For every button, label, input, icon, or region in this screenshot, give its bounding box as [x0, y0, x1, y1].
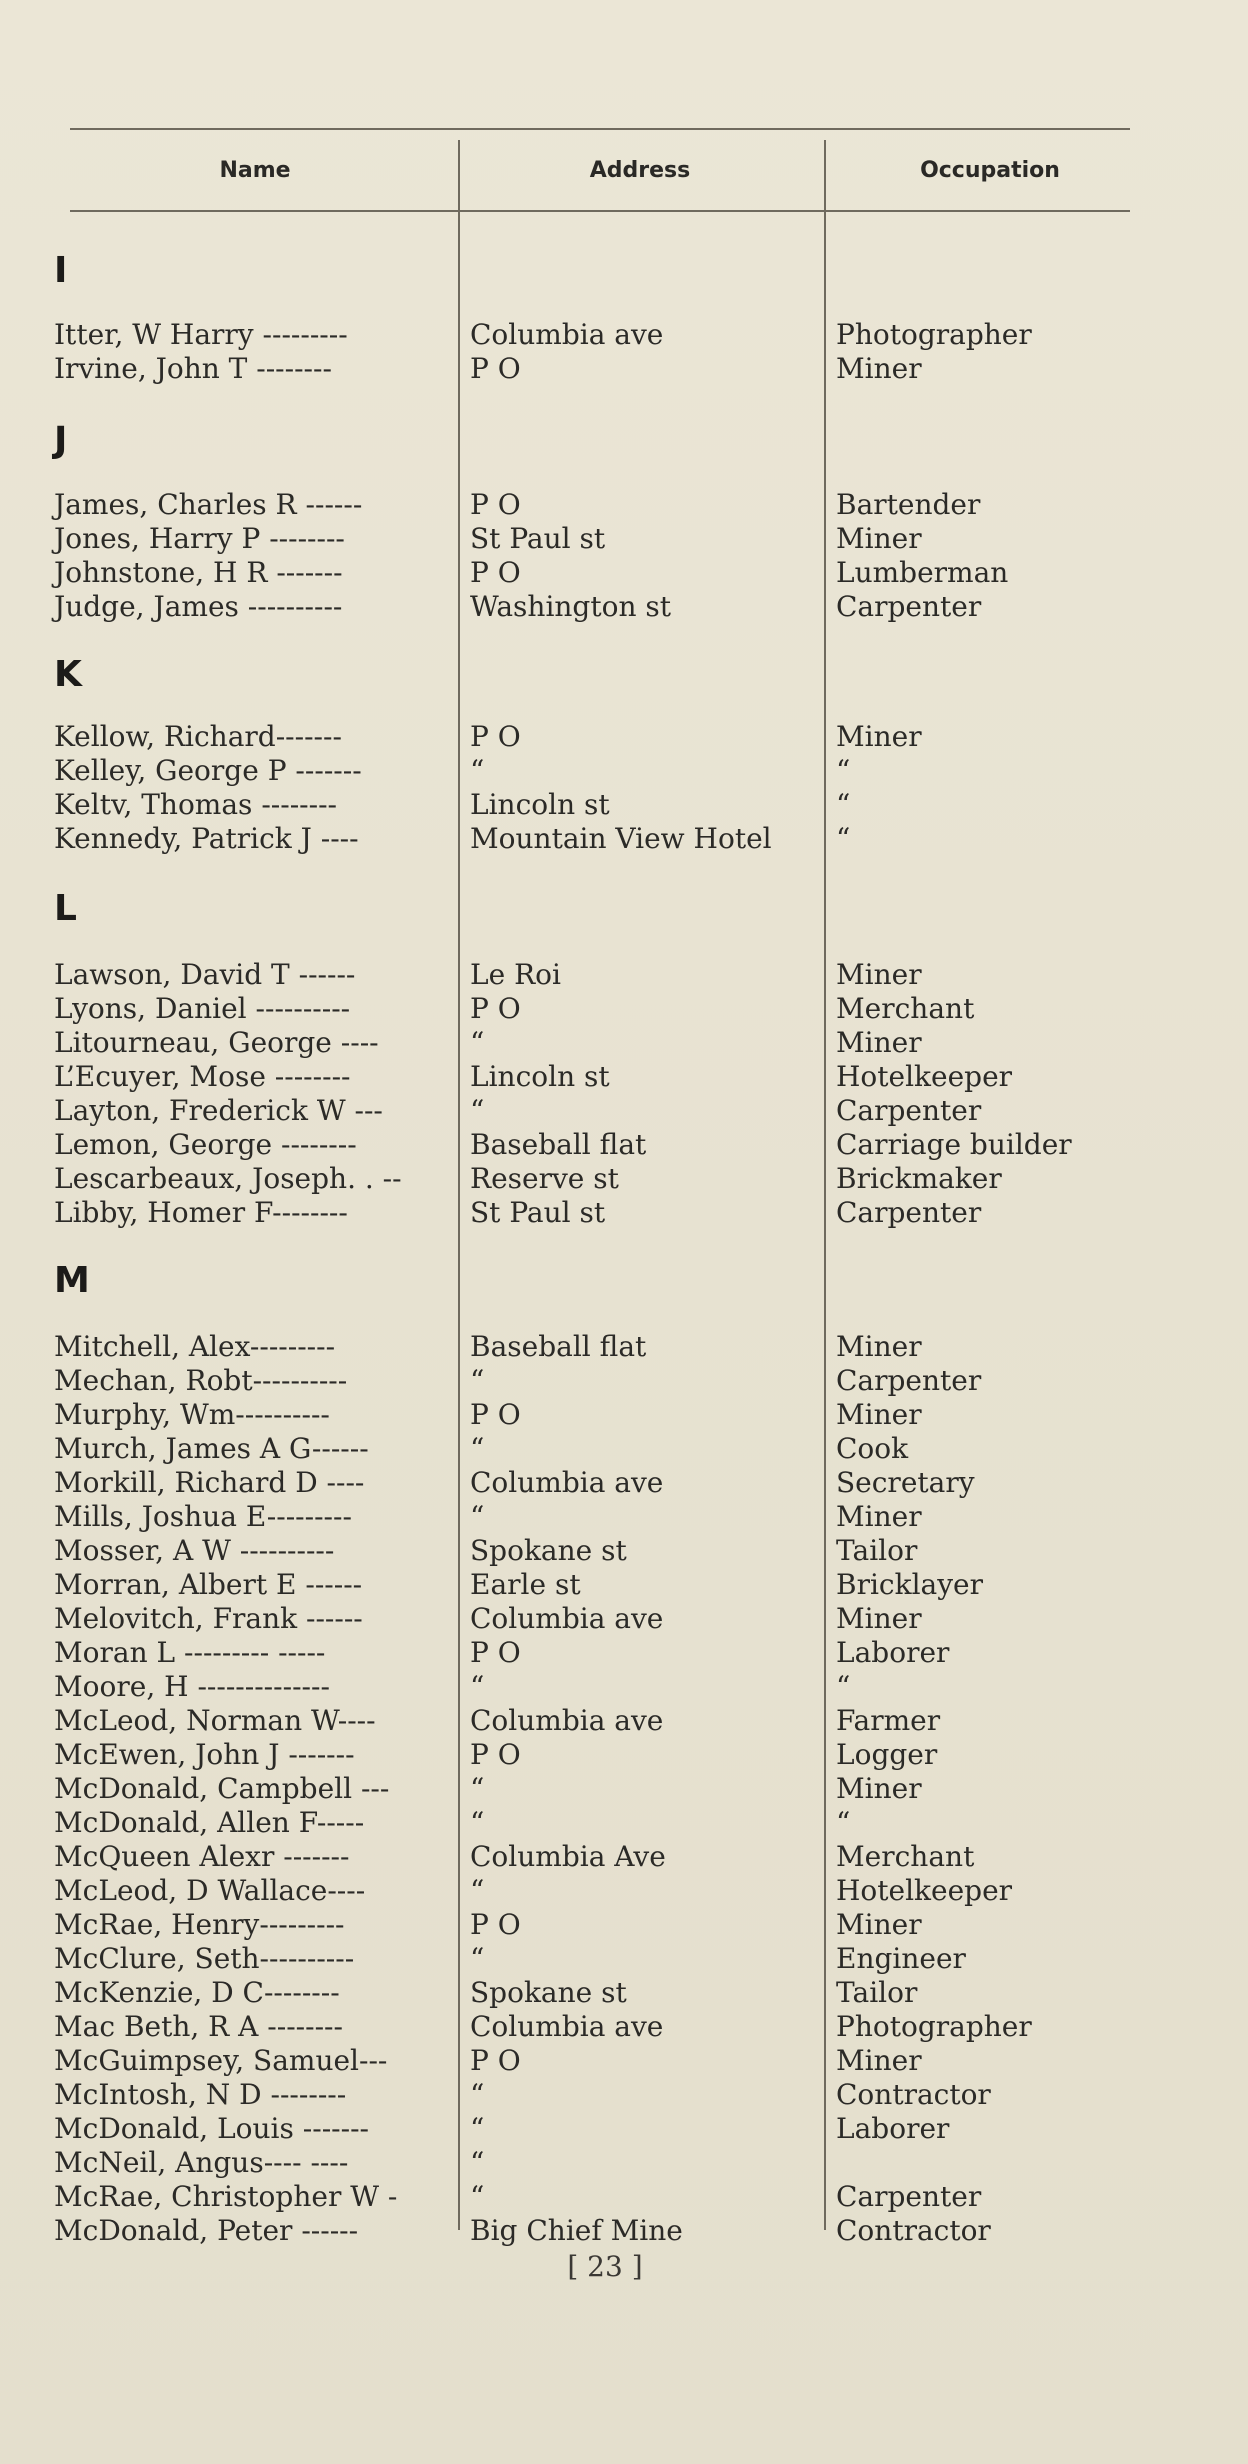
entry-occupation: Carpenter — [836, 1364, 982, 1397]
entry-address: “ — [470, 1670, 485, 1703]
table-row — [0, 522, 1248, 556]
table-row — [0, 2214, 1248, 2248]
entry-occupation: Miner — [836, 1398, 922, 1431]
entry-address: Baseball flat — [470, 1330, 647, 1363]
entry-occupation: Miner — [836, 522, 922, 555]
table-row — [0, 1398, 1248, 1432]
entry-occupation: Miner — [836, 2044, 922, 2077]
entry-occupation: Miner — [836, 1026, 922, 1059]
entry-name: Jones, Harry P -------- — [54, 522, 345, 555]
entry-address: Mountain View Hotel — [470, 822, 772, 855]
entry-occupation: Carpenter — [836, 1196, 982, 1229]
entry-name: Murch, James A G------ — [54, 1432, 369, 1465]
entry-name: McQueen Alexr ------- — [54, 1840, 350, 1873]
entry-name: McClure, Seth---------- — [54, 1942, 355, 1975]
table-row — [0, 958, 1248, 992]
table-row — [0, 1806, 1248, 1840]
entry-address: “ — [470, 1432, 485, 1465]
entry-occupation: Secretary — [836, 1466, 975, 1499]
entry-address: Columbia ave — [470, 1466, 664, 1499]
entry-occupation: Carpenter — [836, 590, 982, 623]
entry-name: Irvine, John T -------- — [54, 352, 332, 385]
entry-name: Lemon, George -------- — [54, 1128, 357, 1161]
entry-occupation: Carpenter — [836, 1094, 982, 1127]
entry-name: Murphy, Wm---------- — [54, 1398, 330, 1431]
entry-address: “ — [470, 1874, 485, 1907]
entry-name: Morran, Albert E ------ — [54, 1568, 363, 1601]
entry-occupation: “ — [836, 754, 851, 787]
entry-name: McDonald, Louis ------- — [54, 2112, 369, 2145]
entry-name: McIntosh, N D -------- — [54, 2078, 347, 2111]
entry-name: Litourneau, George ---- — [54, 1026, 379, 1059]
entry-address: “ — [470, 1772, 485, 1805]
entry-address: Columbia ave — [470, 1602, 664, 1635]
entry-name: McGuimpsey, Samuel--- — [54, 2044, 388, 2077]
entry-name: McRae, Henry--------- — [54, 1908, 345, 1941]
entry-name: Mitchell, Alex--------- — [54, 1330, 336, 1363]
entry-address: Spokane st — [470, 1534, 627, 1567]
entry-occupation: Miner — [836, 1908, 922, 1941]
entry-occupation: Farmer — [836, 1704, 941, 1737]
entry-occupation: Carpenter — [836, 2180, 982, 2213]
entry-name: Mosser, A W ---------- — [54, 1534, 335, 1567]
entry-address: Reserve st — [470, 1162, 619, 1195]
table-row — [0, 1162, 1248, 1196]
entry-name: McLeod, Norman W---- — [54, 1704, 376, 1737]
table-row — [0, 1466, 1248, 1500]
table-row — [0, 2112, 1248, 2146]
entry-occupation: Carriage builder — [836, 1128, 1072, 1161]
entry-occupation: Photographer — [836, 318, 1032, 351]
entry-address: Big Chief Mine — [470, 2214, 683, 2247]
entry-occupation: Bricklayer — [836, 1568, 983, 1601]
entry-address: Columbia ave — [470, 318, 664, 351]
entry-address: “ — [470, 1094, 485, 1127]
table-row — [0, 1094, 1248, 1128]
table-row — [0, 1534, 1248, 1568]
entry-address: “ — [470, 2180, 485, 2213]
table-row — [0, 1602, 1248, 1636]
table-row — [0, 822, 1248, 856]
table-row — [0, 720, 1248, 754]
table-row — [0, 754, 1248, 788]
section-letter-J: J — [54, 420, 68, 461]
header-top-rule — [70, 128, 1130, 130]
table-row — [0, 488, 1248, 522]
table-row — [0, 556, 1248, 590]
entry-occupation: “ — [836, 822, 851, 855]
entry-name: McDonald, Campbell --- — [54, 1772, 390, 1805]
entry-name: Kelley, George P ------- — [54, 754, 362, 787]
entry-name: McLeod, D Wallace---- — [54, 1874, 366, 1907]
entry-occupation: Tailor — [836, 1534, 918, 1567]
entry-name: Morkill, Richard D ---- — [54, 1466, 365, 1499]
entry-address: “ — [470, 1806, 485, 1839]
entry-occupation: Miner — [836, 1500, 922, 1533]
entry-occupation: Bartender — [836, 488, 981, 521]
entry-address: P O — [470, 2044, 521, 2077]
table-row — [0, 1330, 1248, 1364]
entry-occupation: “ — [836, 1670, 851, 1703]
table-row — [0, 1128, 1248, 1162]
entry-name: Libby, Homer F-------- — [54, 1196, 348, 1229]
entry-occupation: Merchant — [836, 992, 975, 1025]
entry-occupation: Laborer — [836, 2112, 950, 2145]
section-letter-M: M — [54, 1260, 90, 1301]
entry-address: Lincoln st — [470, 788, 610, 821]
entry-name: McNeil, Angus---- ---- — [54, 2146, 349, 2179]
entry-occupation: Miner — [836, 1602, 922, 1635]
entry-name: Layton, Frederick W --- — [54, 1094, 383, 1127]
table-row — [0, 1772, 1248, 1806]
entry-occupation: Miner — [836, 1772, 922, 1805]
table-row — [0, 2180, 1248, 2214]
table-row — [0, 2146, 1248, 2180]
entry-occupation: “ — [836, 788, 851, 821]
entry-name: McKenzie, D C-------- — [54, 1976, 340, 2009]
entry-name: Mills, Joshua E--------- — [54, 1500, 352, 1533]
entry-name: Melovitch, Frank ------ — [54, 1602, 363, 1635]
entry-name: Mechan, Robt---------- — [54, 1364, 348, 1397]
entry-occupation: Cook — [836, 1432, 909, 1465]
entry-occupation: Logger — [836, 1738, 938, 1771]
entry-occupation: Miner — [836, 1330, 922, 1363]
table-row — [0, 2078, 1248, 2112]
table-row — [0, 1364, 1248, 1398]
section-letter-K: K — [54, 654, 82, 695]
table-row — [0, 1670, 1248, 1704]
entry-name: McRae, Christopher W - — [54, 2180, 398, 2213]
entry-name: McEwen, John J ------- — [54, 1738, 355, 1771]
entry-address: “ — [470, 2078, 485, 2111]
table-row — [0, 1636, 1248, 1670]
entry-address: Lincoln st — [470, 1060, 610, 1093]
entry-address: “ — [470, 754, 485, 787]
entry-address: P O — [470, 720, 521, 753]
entry-address: St Paul st — [470, 522, 606, 555]
entry-address: Washington st — [470, 590, 672, 623]
entry-address: Columbia ave — [470, 1704, 664, 1737]
entry-name: Judge, James ---------- — [54, 590, 343, 623]
entry-occupation: Hotelkeeper — [836, 1060, 1013, 1093]
table-row — [0, 1500, 1248, 1534]
entry-occupation: Engineer — [836, 1942, 966, 1975]
entry-occupation: Photographer — [836, 2010, 1032, 2043]
entry-address: “ — [470, 1942, 485, 1975]
table-row — [0, 992, 1248, 1026]
entry-address: Columbia ave — [470, 2010, 664, 2043]
entry-name: Itter, W Harry --------- — [54, 318, 348, 351]
entry-address: Columbia Ave — [470, 1840, 666, 1873]
table-row — [0, 1874, 1248, 1908]
entry-name: Lawson, David T ------ — [54, 958, 356, 991]
entry-name: James, Charles R ------ — [54, 488, 363, 521]
entry-name: Lyons, Daniel ---------- — [54, 992, 351, 1025]
table-row — [0, 1704, 1248, 1738]
entry-name: Lescarbeaux, Joseph. . -- — [54, 1162, 402, 1195]
header-bottom-rule — [70, 210, 1130, 212]
entry-occupation: Hotelkeeper — [836, 1874, 1013, 1907]
entry-occupation: Laborer — [836, 1636, 950, 1669]
entry-name: Johnstone, H R ------- — [54, 556, 343, 589]
table-row — [0, 1942, 1248, 1976]
table-row — [0, 590, 1248, 624]
entry-address: Earle st — [470, 1568, 581, 1601]
entry-name: McDonald, Allen F----- — [54, 1806, 365, 1839]
entry-address: Le Roi — [470, 958, 561, 991]
table-row — [0, 1840, 1248, 1874]
column-header-name: Name — [219, 158, 291, 183]
table-row — [0, 1432, 1248, 1466]
entry-address: P O — [470, 1636, 521, 1669]
entry-occupation: Miner — [836, 958, 922, 991]
entry-address: P O — [470, 556, 521, 589]
entry-address: “ — [470, 1364, 485, 1397]
page-number: [ 23 ] — [567, 2250, 643, 2283]
entry-address: P O — [470, 992, 521, 1025]
table-row — [0, 318, 1248, 352]
table-row — [0, 788, 1248, 822]
entry-name: Mac Beth, R A -------- — [54, 2010, 343, 2043]
entry-name: Kellow, Richard------- — [54, 720, 342, 753]
entry-occupation: Contractor — [836, 2214, 991, 2247]
entry-address: “ — [470, 2112, 485, 2145]
entry-address: P O — [470, 352, 521, 385]
column-header-occupation: Occupation — [920, 158, 1060, 183]
table-row — [0, 1060, 1248, 1094]
entry-occupation: Merchant — [836, 1840, 975, 1873]
entry-name: Kennedy, Patrick J ---- — [54, 822, 359, 855]
entry-address: St Paul st — [470, 1196, 606, 1229]
section-letter-L: L — [54, 888, 77, 929]
table-row — [0, 1568, 1248, 1602]
entry-name: Moore, H -------------- — [54, 1670, 330, 1703]
entry-name: L’Ecuyer, Mose -------- — [54, 1060, 351, 1093]
entry-occupation: Contractor — [836, 2078, 991, 2111]
table-row — [0, 1026, 1248, 1060]
entry-occupation: Tailor — [836, 1976, 918, 2009]
entry-address: Spokane st — [470, 1976, 627, 2009]
entry-occupation: Brickmaker — [836, 1162, 1002, 1195]
entry-address: P O — [470, 1398, 521, 1431]
table-row — [0, 352, 1248, 386]
table-row — [0, 1908, 1248, 1942]
table-row — [0, 1738, 1248, 1772]
entry-occupation: Miner — [836, 352, 922, 385]
entry-occupation: Lumberman — [836, 556, 1009, 589]
entry-address: P O — [470, 1908, 521, 1941]
column-header-address: Address — [589, 158, 691, 183]
entry-address: “ — [470, 2146, 485, 2179]
table-row — [0, 1196, 1248, 1230]
entry-address: “ — [470, 1026, 485, 1059]
table-row — [0, 2010, 1248, 2044]
entry-occupation: Miner — [836, 720, 922, 753]
entry-occupation: “ — [836, 1806, 851, 1839]
entry-address: “ — [470, 1500, 485, 1533]
entry-address: P O — [470, 1738, 521, 1771]
entry-address: Baseball flat — [470, 1128, 647, 1161]
table-row — [0, 1976, 1248, 2010]
section-letter-I: I — [54, 250, 68, 291]
entry-name: Moran L --------- ----- — [54, 1636, 326, 1669]
entry-name: McDonald, Peter ------ — [54, 2214, 359, 2247]
entry-address: P O — [470, 488, 521, 521]
table-row — [0, 2044, 1248, 2078]
entry-name: Keltv, Thomas -------- — [54, 788, 338, 821]
